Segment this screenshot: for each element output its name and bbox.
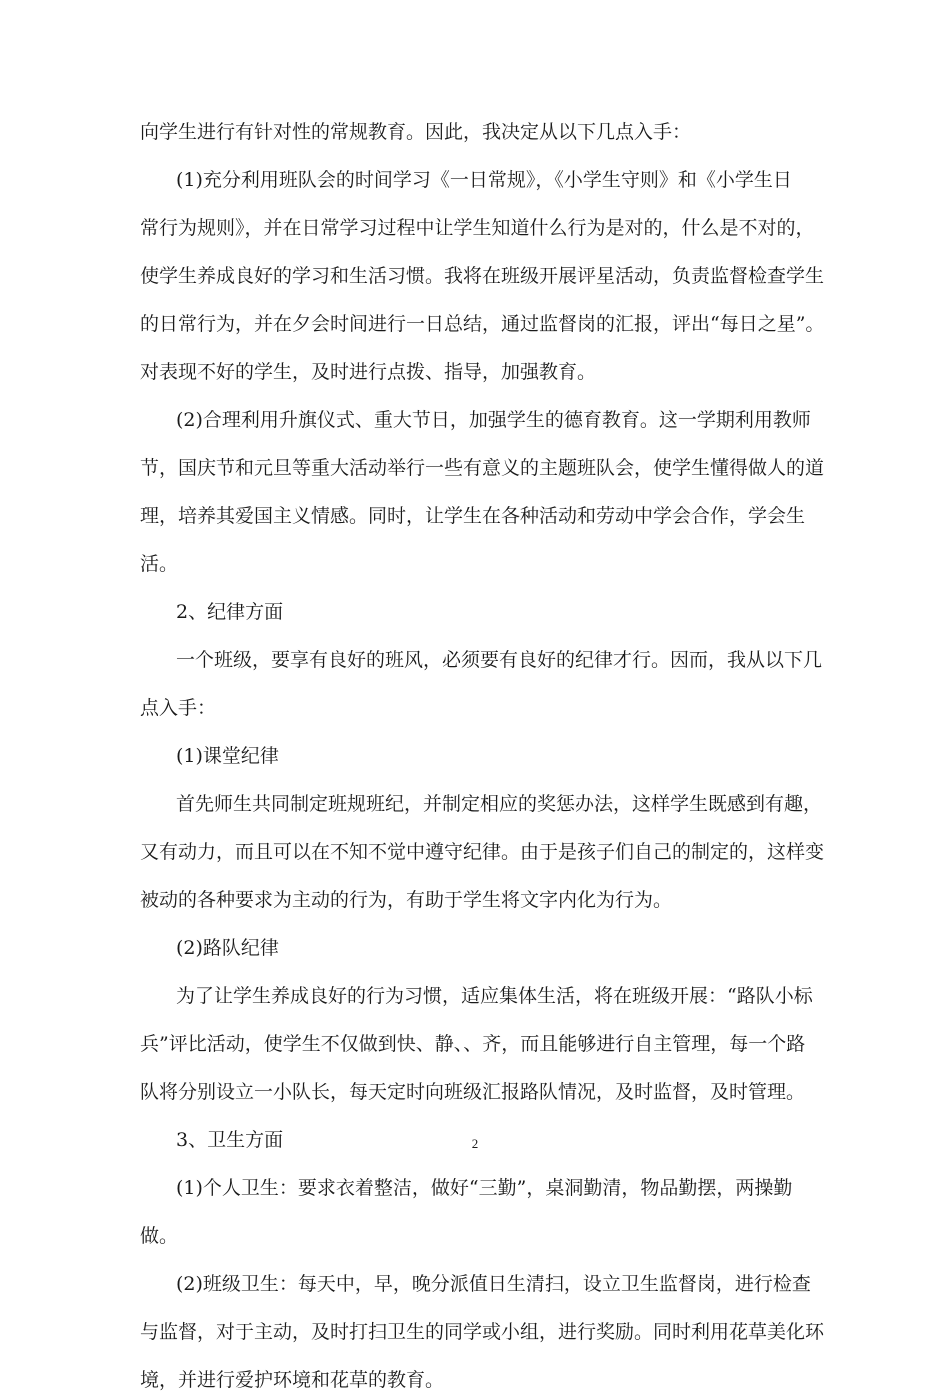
- paragraph-line: 首先师生共同制定班规班纪，并制定相应的奖惩办法，这样学生既感到有趣，: [176, 793, 823, 815]
- paragraph-line: 使学生养成良好的学习和生活习惯。我将在班级开展评星活动，负责监督检查学生: [140, 265, 825, 287]
- page-number: 2: [471, 1136, 479, 1151]
- paragraph-line: 做。: [140, 1225, 179, 1247]
- paragraph-line: 活。: [140, 553, 179, 575]
- paragraph-line: 对表现不好的学生，及时进行点拨、指导，加强教育。: [140, 361, 597, 383]
- paragraph-line: (1)充分利用班队会的时间学习《一日常规》，《小学生守则》和《小学生日: [176, 169, 792, 191]
- paragraph-line: 一个班级，要享有良好的班风，必须要有良好的纪律才行。因而，我从以下几: [176, 649, 823, 671]
- section-heading: 3、卫生方面: [176, 1129, 284, 1151]
- paragraph-line: 兵”评比活动，使学生不仅做到快、静、、齐，而且能够进行自主管理，每一个路: [140, 1033, 806, 1055]
- subsection-heading: (1)课堂纪律: [176, 745, 279, 767]
- section-heading: 2、纪律方面: [176, 601, 284, 623]
- paragraph-line: (2)合理利用升旗仪式、重大节日，加强学生的德育教育。这一学期利用教师: [176, 409, 811, 431]
- paragraph-line: 被动的各种要求为主动的行为，有助于学生将文字内化为行为。: [140, 889, 673, 911]
- paragraph-line: 与监督，对于主动，及时打扫卫生的同学或小组，进行奖励。同时利用花草美化环: [140, 1321, 825, 1343]
- paragraph-line: (2)班级卫生：每天中，早，晚分派值日生清扫，设立卫生监督岗，进行检查: [176, 1273, 811, 1295]
- paragraph-line: 向学生进行有针对性的常规教育。因此，我决定从以下几点入手：: [140, 121, 692, 143]
- paragraph-line: 理，培养其爱国主义情感。同时，让学生在各种活动和劳动中学会合作，学会生: [140, 505, 806, 527]
- paragraph-line: 又有动力，而且可以在不知不觉中遵守纪律。由于是孩子们自己的制定的，这样变: [140, 841, 825, 863]
- paragraph-line: 队将分别设立一小队长，每天定时向班级汇报路队情况，及时监督，及时管理。: [140, 1081, 806, 1103]
- paragraph-line: 的日常行为，并在夕会时间进行一日总结，通过监督岗的汇报，评出“每日之星”。: [140, 313, 825, 335]
- paragraph-line: 境，并进行爱护环境和花草的教育。: [140, 1369, 445, 1391]
- paragraph-line: 节，国庆节和元旦等重大活动举行一些有意义的主题班队会，使学生懂得做人的道: [140, 457, 825, 479]
- subsection-heading: (2)路队纪律: [176, 937, 279, 959]
- paragraph-line: (1)个人卫生：要求衣着整洁，做好“三勤”，桌洞勤清，物品勤摆，两操勤: [176, 1177, 793, 1199]
- paragraph-line: 常行为规则》，并在日常学习过程中让学生知道什么行为是对的，什么是不对的，: [140, 217, 815, 239]
- paragraph-line: 为了让学生养成良好的行为习惯，适应集体生活，将在班级开展：“路队小标: [176, 985, 813, 1007]
- body-text: [140, 115, 825, 1397]
- paragraph-line: 点入手：: [140, 697, 217, 719]
